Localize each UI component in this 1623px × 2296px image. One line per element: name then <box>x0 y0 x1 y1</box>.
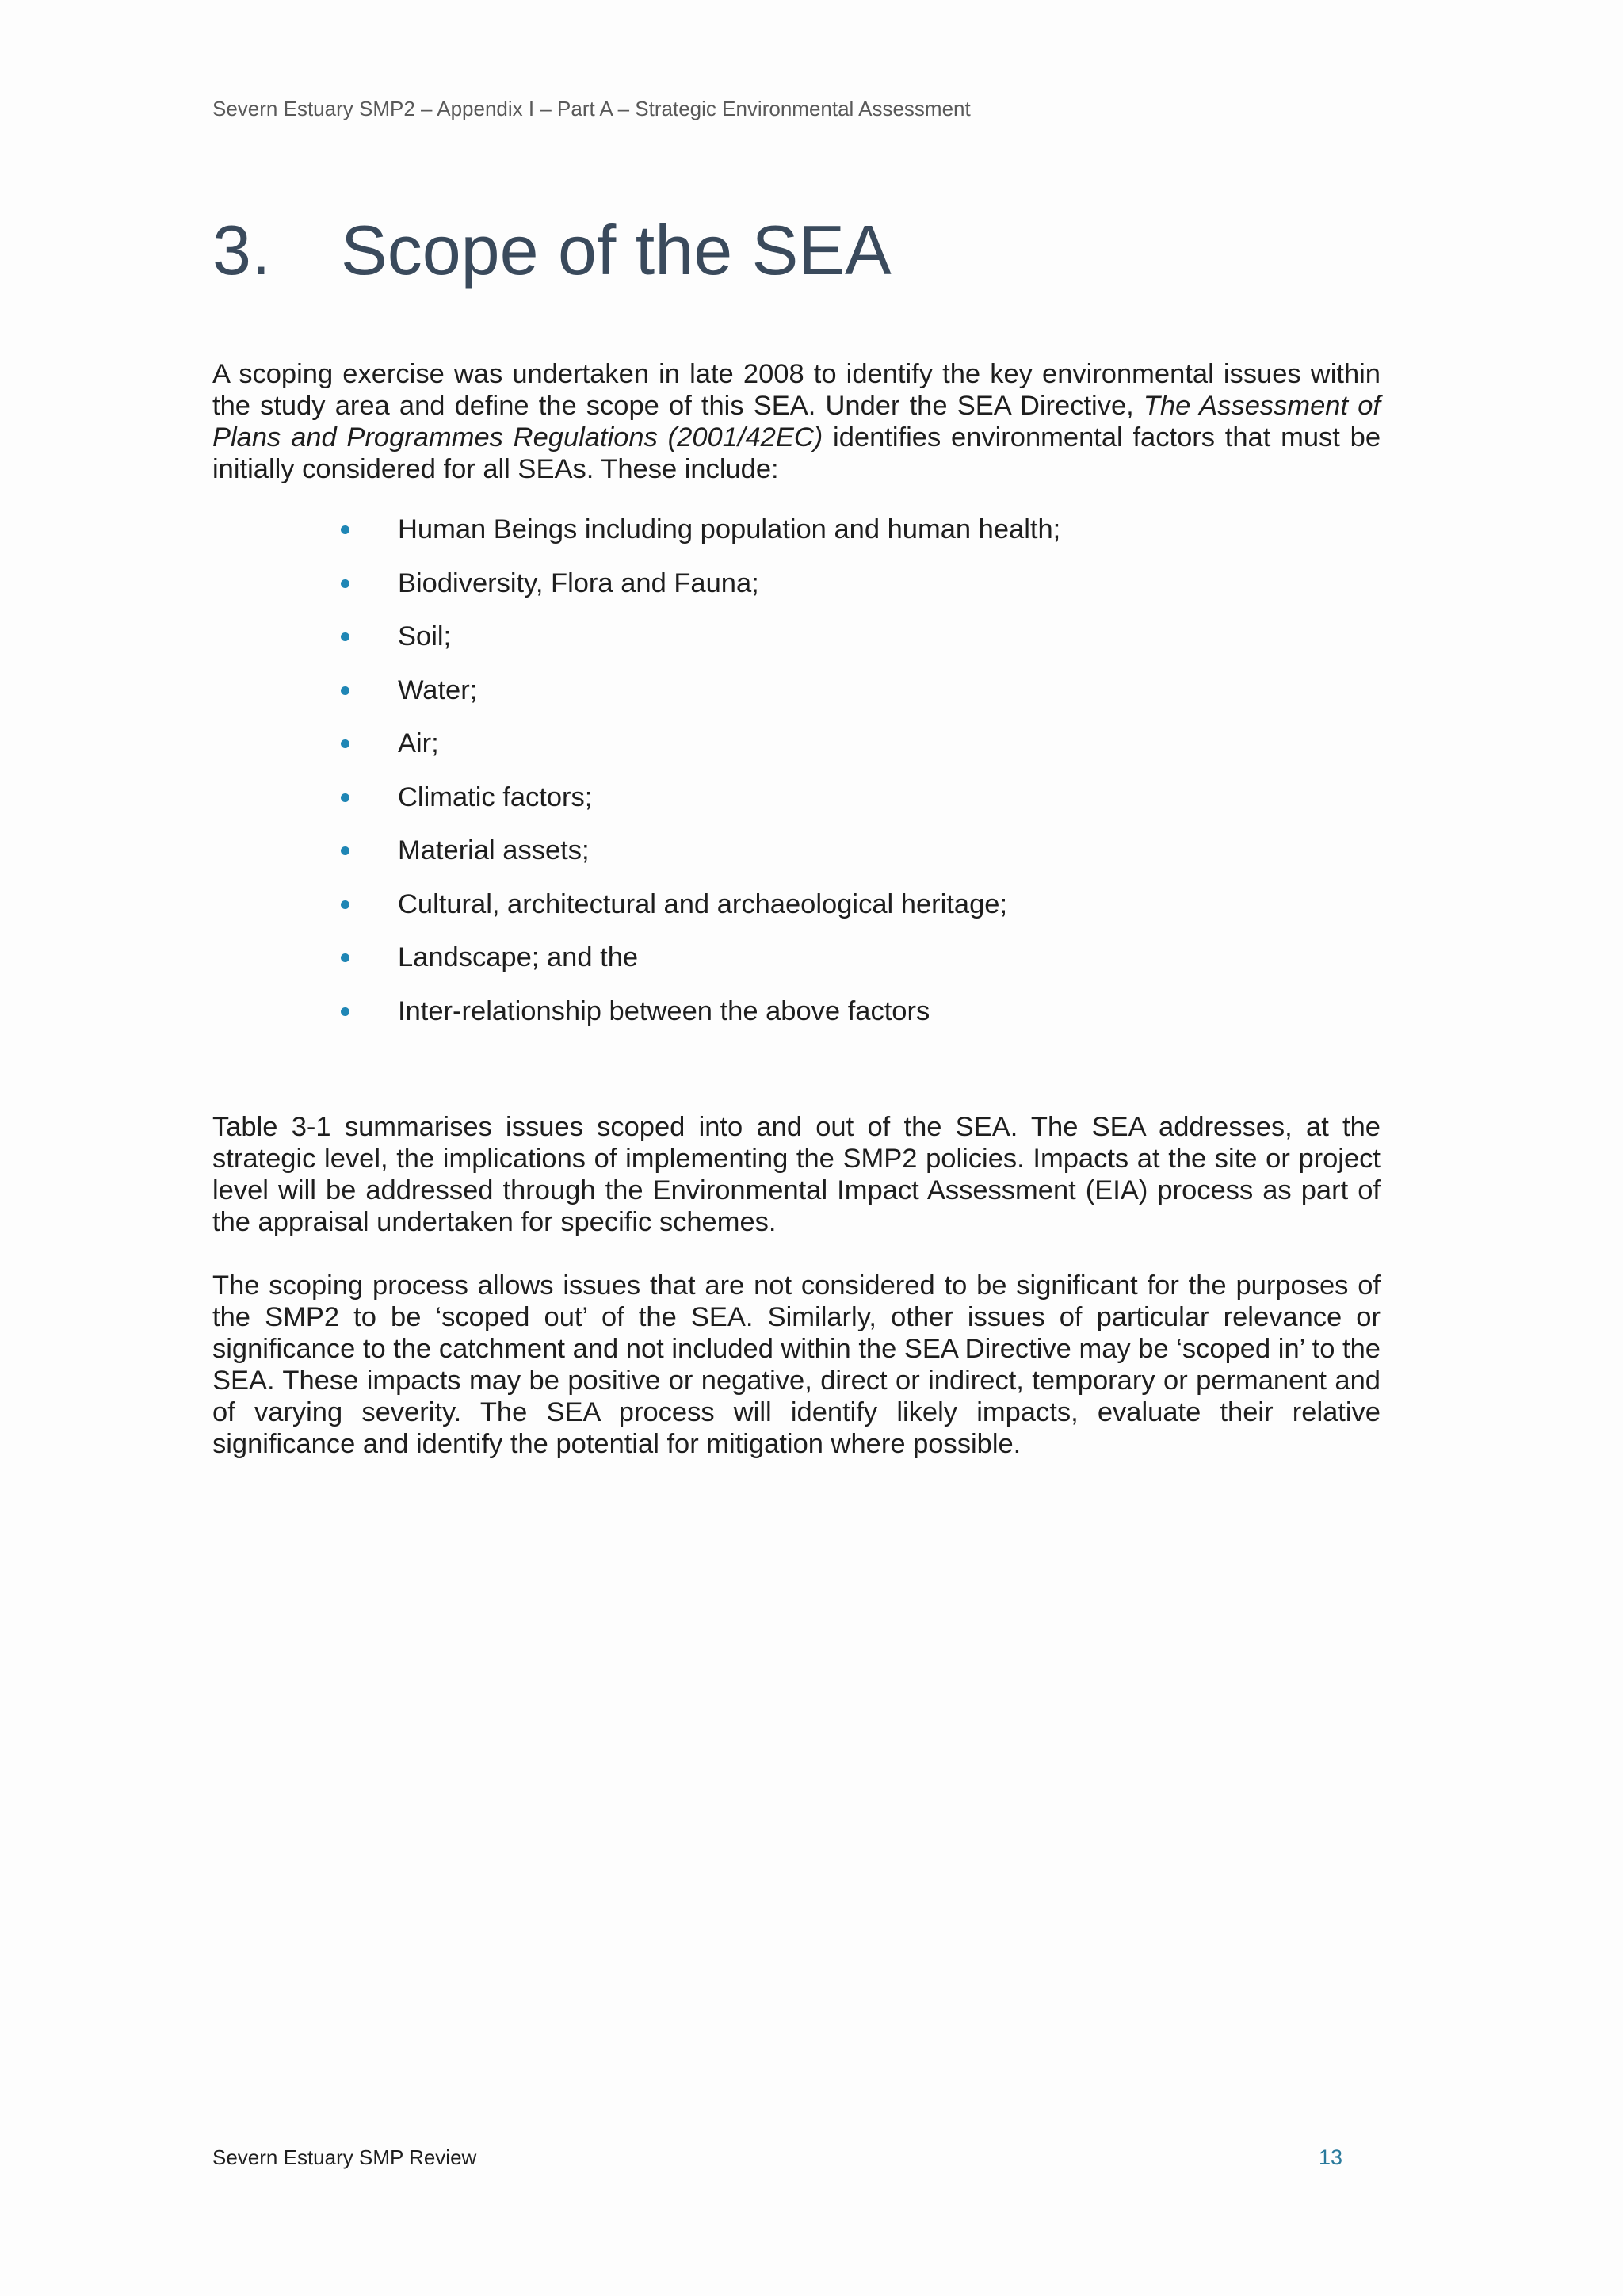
list-item-text: Inter-relationship between the above factors <box>398 995 930 1026</box>
list-item <box>341 835 1060 888</box>
bullet-icon <box>341 900 349 909</box>
bullet-icon <box>341 1007 349 1016</box>
list-item-text: Soil; <box>398 621 452 651</box>
list-item <box>341 781 1060 835</box>
chapter-title-text: Scope of the SEA <box>341 211 892 289</box>
running-footer: Severn Estuary SMP Review <box>212 2145 477 2169</box>
running-header: Severn Estuary SMP2 – Appendix I – Part A – Strategic Environmental Assessment <box>212 97 971 120</box>
regulations-title: The Assessment of Plans and Programmes Regulations (2001/42EC) <box>212 391 1381 453</box>
list-item-text: Air; <box>398 728 439 758</box>
list-item <box>341 728 1060 781</box>
list-item-text: Water; <box>398 674 478 705</box>
list-item <box>341 674 1060 728</box>
list-item-text: Landscape; and the <box>398 942 639 972</box>
list-item-text: Climatic factors; <box>398 781 593 812</box>
bullet-icon <box>341 525 349 534</box>
chapter-number: 3. <box>212 211 271 289</box>
scoping-process-paragraph: The scoping process allows issues that are not considered to be significant for the purposes of the SMP2 to be ‘scoped out’ of the SEA. Similarly, other issues of particular relevance or significance to the catchment and not included within the SEA Directive may be ‘scoped in’ to the SEA. These impacts may be positive or negative, direct or indirect, temporary or permanent and of varying severity. The SEA process will identify likely impacts, evaluate their relative significance and identify the potential for mitigation where possible. <box>212 1270 1381 1459</box>
bullet-icon <box>341 632 349 641</box>
bullet-icon <box>341 579 349 588</box>
list-item <box>341 942 1060 995</box>
intro-text-part1: A scoping exercise was undertaken in late 2008 to identify the key environmental issues within the study area and define the scope of this SEA. Under the SEA Directive, <box>212 359 1381 421</box>
bullet-icon <box>341 686 349 695</box>
bullet-icon <box>341 953 349 962</box>
chapter-title <box>212 208 892 293</box>
list-item-text: Biodiversity, Flora and Fauna; <box>398 567 759 598</box>
bullet-icon <box>341 846 349 855</box>
list-item-text: Cultural, architectural and archaeological heritage; <box>398 888 1008 919</box>
list-item <box>341 514 1060 567</box>
list-item-text: Human Beings including population and human health; <box>398 514 1061 544</box>
list-item <box>341 888 1060 942</box>
scope-summary-paragraph: Table 3-1 summarises issues scoped into and out of the SEA. The SEA addresses, at the strategic level, the implications of implementing the SMP2 policies. Impacts at the site or project level will be addressed through the Environmental Impact Assessment (EIA) process as part of the appraisal undertaken for specific schemes. <box>212 1112 1381 1237</box>
list-item <box>341 567 1060 621</box>
intro-text-part2: identifies environmental factors that must be initially considered for all SEAs. These include: <box>212 422 1381 484</box>
list-item-text: Material assets; <box>398 835 590 865</box>
bullet-icon <box>341 739 349 748</box>
list-item <box>341 995 1060 1049</box>
page-number: 13 <box>1319 2145 1343 2169</box>
list-item <box>341 621 1060 674</box>
environmental-factors-list <box>341 514 1060 1049</box>
bullet-icon <box>341 793 349 802</box>
intro-paragraph <box>212 358 1381 485</box>
